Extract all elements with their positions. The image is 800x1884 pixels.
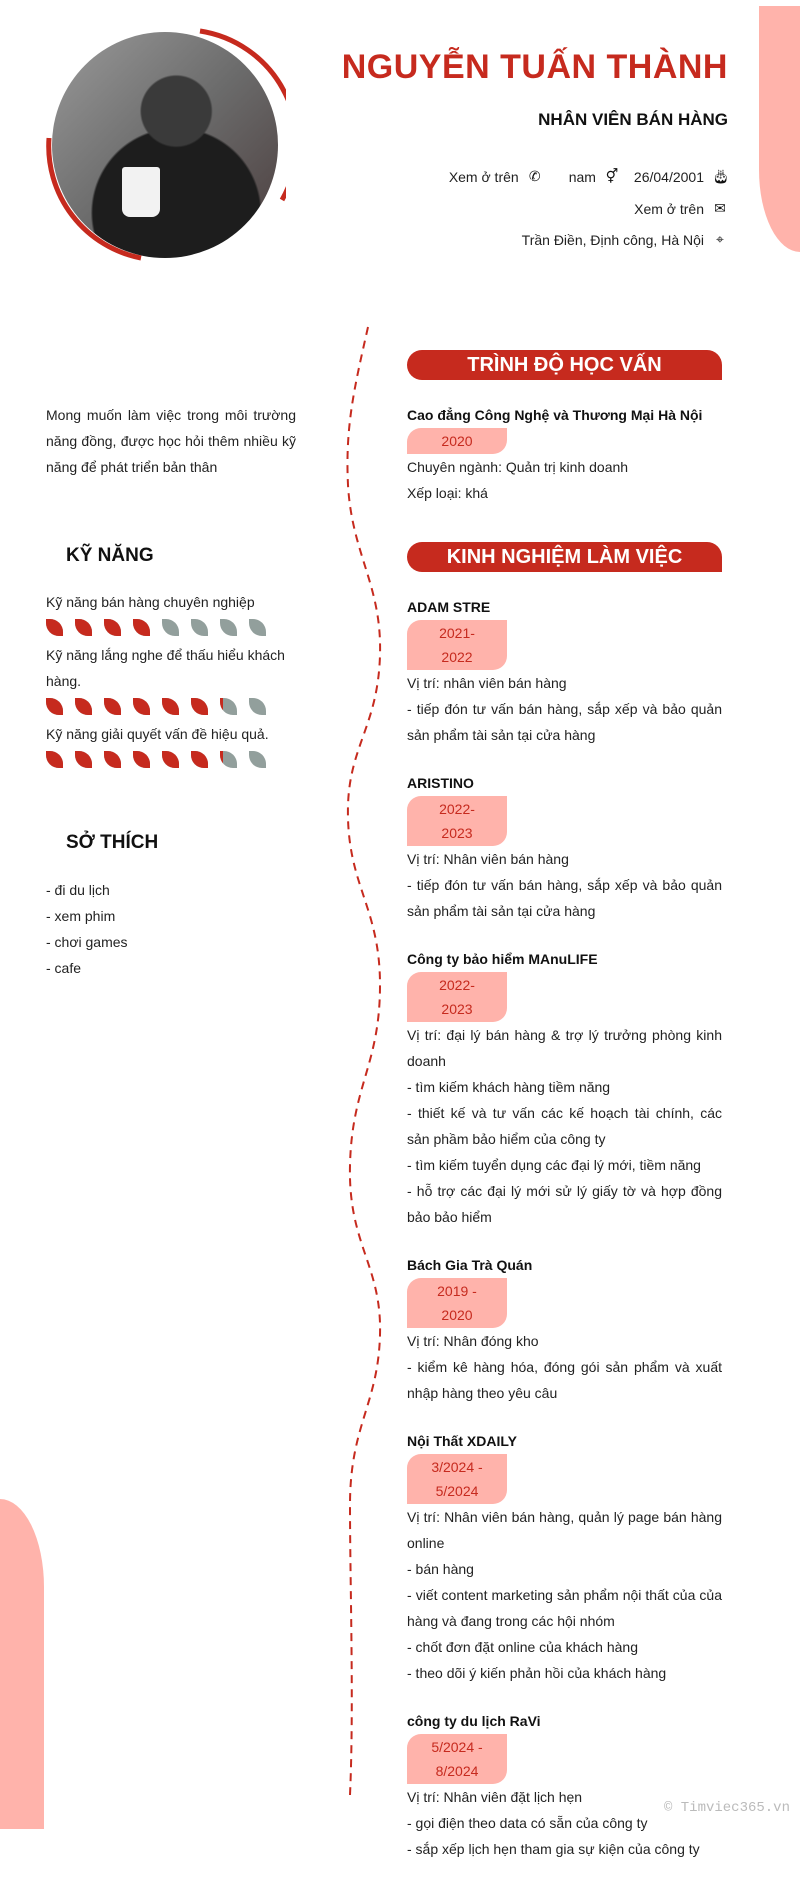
date-badge: 2019 - 2020 (407, 1278, 507, 1328)
experience-heading: KINH NGHIỆM LÀM VIỆC (407, 542, 722, 572)
company-name: ADAM STRE (407, 599, 491, 615)
experience-list (407, 594, 722, 1862)
school-name: Cao đẳng Công Nghệ và Thương Mại Hà Nội (407, 407, 703, 423)
date-badge: 2020 (407, 428, 507, 454)
cake-icon: 🎂︎ (712, 168, 730, 184)
education-line: Chuyên ngành: Quản trị kinh doanh (407, 459, 629, 475)
date-badge: 3/2024 - 5/2024 (407, 1454, 507, 1504)
company-name: công ty du lịch RaVi (407, 1713, 541, 1729)
hobby-item: - cafe (46, 960, 82, 976)
leaf-icon (46, 751, 63, 768)
main-column (407, 350, 722, 1884)
skills-list (46, 589, 296, 774)
company-name: ARISTINO (407, 775, 474, 791)
skill-label: Kỹ năng lắng nghe để thấu hiểu khách hàng. (46, 647, 285, 689)
leaf-icon (220, 619, 237, 636)
experience-line: - tìm kiếm khách hàng tiềm năng (407, 1079, 611, 1095)
hobbies-list (46, 877, 296, 981)
experience-line: - hỗ trợ các đại lý mới sử lý giấy tờ và hợp đồng bảo bảo hiểm (407, 1183, 722, 1225)
experience-line: Vị trí: Nhân viên bán hàng, quản lý page bán hàng online (407, 1509, 722, 1551)
contact-row (634, 200, 728, 217)
experience-line: - tiếp đón tư vấn bán hàng, sắp xếp và bảo quản sản phẩm tài sản tại cửa hàng (407, 877, 722, 919)
leaf-icon (133, 698, 150, 715)
objective: Mong muốn làm việc trong môi trường năng đồng, được học hỏi thêm nhiều kỹ năng để phát triển bản thân (46, 407, 296, 475)
education-line: Xếp loại: khá (407, 485, 488, 501)
corner-decoration (0, 1499, 44, 1829)
leaf-icon (75, 698, 92, 715)
photo-arc (46, 28, 286, 264)
phone: Xem ở trên (448, 168, 519, 185)
leaf-icon (75, 619, 92, 636)
experience-line: - chốt đơn đặt online của khách hàng (407, 1639, 639, 1655)
birthday: 26/04/2001 (633, 168, 704, 185)
experience-line: - gọi điện theo data có sẵn của công ty (407, 1815, 648, 1831)
leaf-icon (162, 751, 179, 768)
leaf-icon (249, 619, 266, 636)
leaf-icon (104, 751, 121, 768)
skill-label: Kỹ năng giải quyết vấn đề hiệu quả. (46, 726, 269, 742)
date-badge: 5/2024 - 8/2024 (407, 1734, 507, 1784)
contact-row (449, 168, 728, 185)
job-title: NHÂN VIÊN BÁN HÀNG (538, 110, 728, 129)
experience-line: - bán hàng (407, 1561, 474, 1577)
leaf-icon (249, 698, 266, 715)
company-name: Công ty bảo hiểm MAnuLIFE (407, 951, 598, 967)
leaf-icon (220, 751, 237, 768)
envelope-icon: ✉ (714, 200, 726, 216)
leaf-icon (162, 619, 179, 636)
experience-entry (407, 1708, 722, 1862)
map-marker-icon: ⌖ (716, 231, 724, 247)
experience-line: - viết content marketing sản phẩm nội thất của của hàng và đang trong các hội nhóm (407, 1587, 722, 1629)
experience-line: Vị trí: Nhân đóng kho (407, 1333, 539, 1349)
leaf-icon (46, 619, 63, 636)
leaf-icon (162, 698, 179, 715)
avatar (46, 28, 286, 264)
leaf-icon (191, 619, 208, 636)
email: Xem ở trên (634, 200, 704, 217)
gender-icon: ⚥ (605, 168, 619, 184)
experience-entry (407, 1252, 722, 1406)
hobbies-heading: SỞ THÍCH (66, 832, 159, 853)
experience-line: - tìm kiếm tuyển dụng các đại lý mới, tiềm năng (407, 1157, 701, 1173)
leaf-icon (75, 751, 92, 768)
leaf-icon (104, 619, 121, 636)
experience-line: Vị trí: đại lý bán hàng & trợ lý trưởng phòng kinh doanh (407, 1027, 722, 1069)
date-badge: 2021-2022 (407, 620, 507, 670)
leaf-icon (133, 619, 150, 636)
skill-label: Kỹ năng bán hàng chuyên nghiệp (46, 594, 255, 610)
wavy-divider (330, 325, 400, 1805)
leaf-icon (191, 751, 208, 768)
experience-line: - theo dõi ý kiến phản hồi của khách hàng (407, 1665, 667, 1681)
address: Trần Điền, Định công, Hà Nội (521, 231, 704, 248)
experience-line: - tiếp đón tư vấn bán hàng, sắp xếp và bảo quản sản phẩm tài sản tại cửa hàng (407, 701, 722, 743)
hobby-item: - đi du lịch (46, 882, 110, 898)
skill-rating (46, 751, 296, 768)
experience-line: Vị trí: nhân viên bán hàng (407, 675, 567, 691)
experience-line: Vị trí: Nhân viên bán hàng (407, 851, 569, 867)
experience-line: - kiểm kê hàng hóa, đóng gói sản phẩm và xuất nhập hàng theo yêu câu (407, 1359, 722, 1401)
candidate-name: NGUYỄN TUẤN THÀNH (341, 48, 728, 86)
leaf-icon (104, 698, 121, 715)
skills-heading: KỸ NĂNG (66, 545, 154, 566)
company-name: Nội Thất XDAILY (407, 1433, 517, 1449)
leaf-icon (46, 698, 63, 715)
leaf-icon (220, 698, 237, 715)
experience-entry (407, 594, 722, 748)
experience-entry (407, 1428, 722, 1686)
hobby-item: - xem phim (46, 908, 116, 924)
education-section (407, 350, 722, 506)
watermark: © Timviec365.vn (663, 1800, 790, 1816)
gender: nam (568, 168, 596, 185)
contact-row (522, 231, 728, 248)
hobby-item: - chơi games (46, 934, 128, 950)
education-heading: TRÌNH ĐỘ HỌC VẤN (407, 350, 722, 380)
date-badge: 2022-2023 (407, 972, 507, 1022)
experience-line: Vị trí: Nhân viên đặt lịch hẹn (407, 1789, 583, 1805)
leaf-icon (191, 698, 208, 715)
company-name: Bách Gia Trà Quán (407, 1257, 533, 1273)
date-badge: 2022-2023 (407, 796, 507, 846)
corner-decoration (759, 6, 800, 252)
experience-line: - sắp xếp lịch hẹn tham gia sự kiện của công ty (407, 1841, 700, 1857)
leaf-icon (133, 751, 150, 768)
experience-entry (407, 946, 722, 1230)
leaf-icon (249, 751, 266, 768)
experience-line: - thiết kế và tư vấn các kế hoạch tài chính, các sản phầm bảo hiểm của công ty (407, 1105, 722, 1147)
experience-entry (407, 770, 722, 924)
skill-rating (46, 698, 296, 715)
phone-icon: ✆ (528, 168, 541, 184)
skill-rating (46, 619, 296, 636)
experience-section (407, 542, 722, 1862)
